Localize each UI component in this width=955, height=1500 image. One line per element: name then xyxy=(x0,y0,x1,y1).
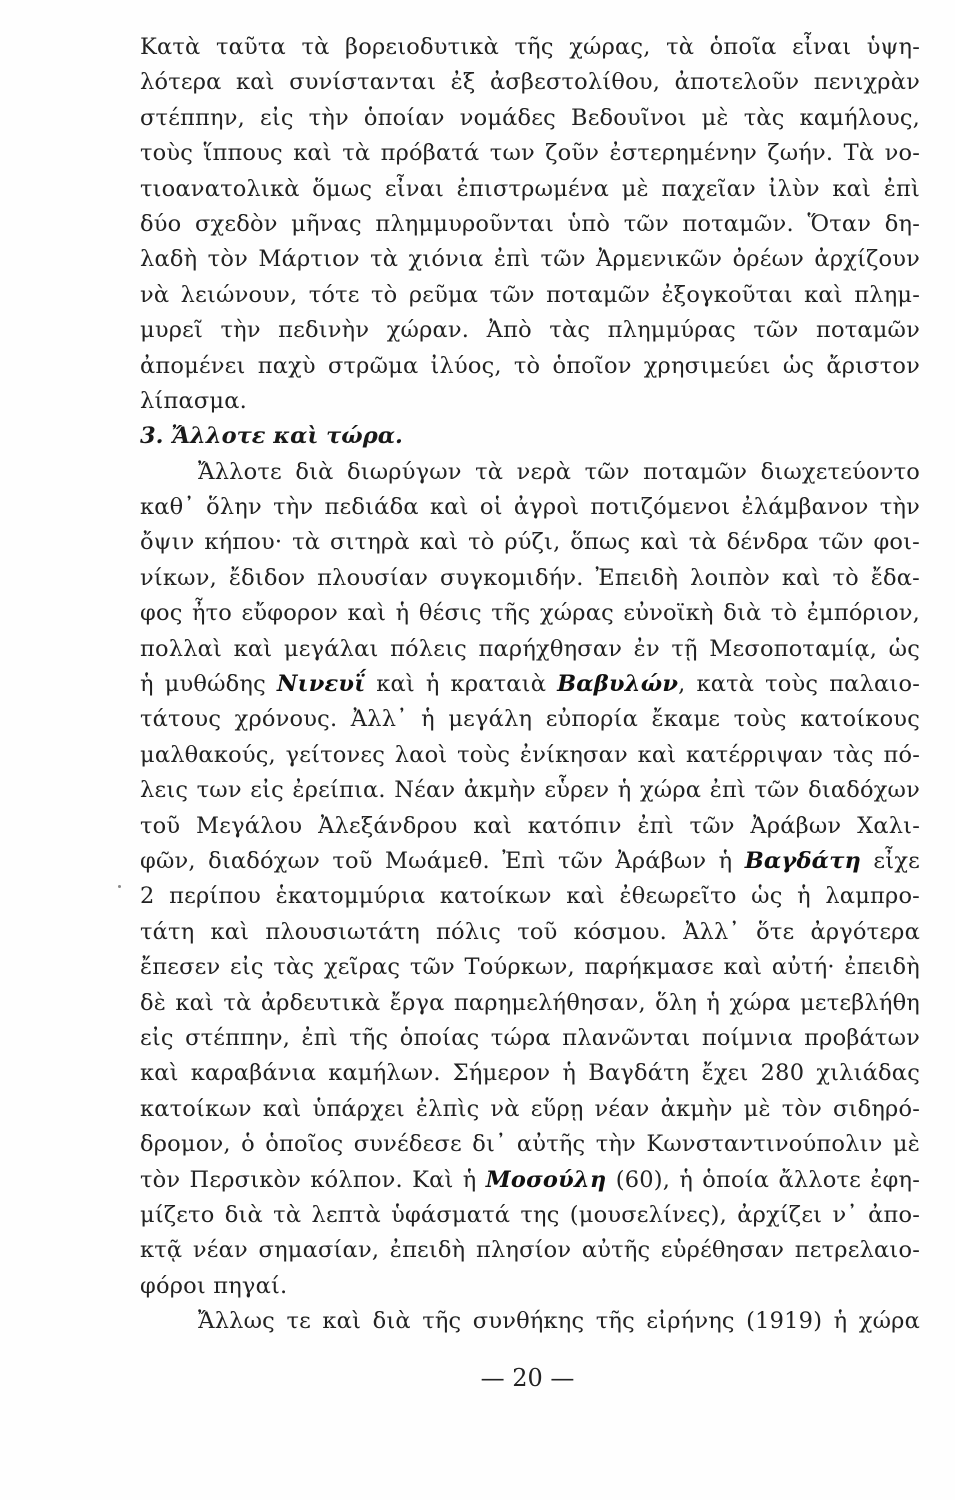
place-name-mosul: Μοσούλη xyxy=(485,1166,607,1193)
section-number: 3. xyxy=(140,423,164,450)
paragraph-line: καὶ καραβάνια καμήλων. Σήμερον ἡ Βαγδάτη ἔχει 280 χιλιάδας xyxy=(140,1060,920,1087)
paragraph-line: καθ᾽ ὅλην τὴν πεδιάδα καὶ οἱ ἀγροὶ ποτιζόμενοι ἐλάμβανον τὴν xyxy=(140,494,920,521)
text-line: λίπασμα. xyxy=(140,387,247,414)
text-line: τιοανατολικὰ ὅμως εἶναι ἐπιστρωμένα μὲ παχεῖαν ἰλὺν καὶ ἐπὶ xyxy=(140,175,920,202)
line-segment: (60), ἡ ὁποία ἄλλοτε ἐφη- xyxy=(606,1166,920,1193)
place-name-baghdad: Βαγδάτη xyxy=(744,847,862,874)
print-speck xyxy=(118,885,121,888)
line-segment: εἶχε xyxy=(861,847,921,874)
paragraph-line: φος ἦτο εὔφορον καὶ ἡ θέσις τῆς χώρας εὐνοϊκὴ διὰ τὸ ἐμπόριον, xyxy=(140,600,920,627)
line-segment: ἡ μυθώδης xyxy=(140,671,277,698)
text-line: τοὺς ἵππους καὶ τὰ πρόβατά των ζοῦν ἐστερημένην ζωήν. Τὰ νο- xyxy=(140,140,920,167)
text-line: νὰ λειώνουν, τότε τὸ ρεῦμα τῶν ποταμῶν ἐξογκοῦται καὶ πλημ- xyxy=(140,281,920,308)
paragraph-line: κατοίκων καὶ ὑπάρχει ἐλπὶς νὰ εὕρῃ νέαν ἀκμὴν μὲ τὸν σιδηρό- xyxy=(140,1095,920,1122)
paragraph-line: λεις των εἰς ἐρείπια. Νέαν ἀκμὴν εὗρεν ἡ χώρα ἐπὶ τῶν διαδόχων xyxy=(140,777,920,804)
line-segment: καὶ ἡ κραταιὰ xyxy=(365,671,558,698)
paragraph-line: νίκων, ἔδιδον πλουσίαν συγκομιδήν. Ἐπειδὴ λοιπὸν καὶ τὸ ἔδα- xyxy=(140,564,920,591)
page-number: — 20 — xyxy=(480,1364,575,1392)
paragraph-line: τάτη καὶ πλουσιωτάτη πόλις τοῦ κόσμου. Ἀλλ᾽ ὅτε ἀργότερα xyxy=(140,918,920,945)
text-line: στέππην, εἰς τὴν ὁποίαν νομάδες Βεδουῖνοι μὲ τὰς καμήλους, xyxy=(140,104,920,131)
paragraph-line: τάτους χρόνους. Ἀλλ᾽ ἡ μεγάλη εὐπορία ἔκαμε τοὺς κατοίκους xyxy=(140,706,920,733)
line-segment: , κατὰ τοὺς παλαιο- xyxy=(678,671,920,698)
paragraph-line xyxy=(140,844,920,879)
text-line: λότερα καὶ συνίστανται ἐξ ἀσβεστολίθου, ἀποτελοῦν πενιχρὰν xyxy=(140,69,920,96)
page-content xyxy=(140,30,920,1339)
paragraph-line: τοῦ Μεγάλου Ἀλεξάνδρου καὶ κατόπιν ἐπὶ τῶν Ἀράβων Χαλι- xyxy=(140,812,920,839)
place-name-nineveh: Νινευΐ xyxy=(276,671,366,698)
paragraph-line: ἔπεσεν εἰς τὰς χεῖρας τῶν Τούρκων, παρήκμασε καὶ αὐτή· ἐπειδὴ xyxy=(140,954,920,981)
text-line: ἀπομένει παχὺ στρῶμα ἰλύος, τὸ ὁποῖον χρησιμεύει ὡς ἄριστον xyxy=(140,352,920,379)
paragraph-line xyxy=(140,667,920,702)
paragraph-line: μαλθακούς, γείτονες λαοὶ τοὺς ἐνίκησαν καὶ κατέρριψαν τὰς πό- xyxy=(140,741,920,768)
text-line: δύο σχεδὸν μῆνας πλημμυροῦνται ὑπὸ τῶν ποταμῶν. Ὅταν δη- xyxy=(140,210,920,237)
paragraph-line: φόροι πηγαί. xyxy=(140,1272,288,1299)
text-line: μυρεῖ τὴν πεδινὴν χώραν. Ἀπὸ τὰς πλημμύρας τῶν ποταμῶν xyxy=(140,317,920,344)
paragraph-line: πολλαὶ καὶ μεγάλαι πόλεις παρήχθησαν ἐν τῇ Μεσοποταμίᾳ, ὡς xyxy=(140,635,920,662)
paragraph-line: ὄψιν κήπου· τὰ σιτηρὰ καὶ τὸ ρύζι, ὅπως καὶ τὰ δένδρα τῶν φοι- xyxy=(140,529,920,556)
line-segment: φῶν, διαδόχων τοῦ Μωάμεθ. Ἐπὶ τῶν Ἀράβων ἡ xyxy=(140,847,745,874)
paragraph-line xyxy=(140,1163,920,1198)
paragraph-line: Ἄλλως τε καὶ διὰ τῆς συνθήκης τῆς εἰρήνης (1919) ἡ χώρα xyxy=(198,1308,920,1335)
paragraph-line: 2 περίπου ἑκατομμύρια κατοίκων καὶ ἐθεωρεῖτο ὡς ἡ λαμπρο- xyxy=(140,883,920,910)
section-heading xyxy=(140,419,920,454)
paragraph-line: Ἄλλοτε διὰ διωρύγων τὰ νερὰ τῶν ποταμῶν διωχετεύοντο xyxy=(198,458,920,485)
text-line: Κατὰ ταῦτα τὰ βορειοδυτικὰ τῆς χώρας, τὰ ὁποῖα εἶναι ὑψη- xyxy=(140,34,920,60)
place-name-babylon: Βαβυλών xyxy=(557,671,679,698)
paragraph-line: μίζετο διὰ τὰ λεπτὰ ὑφάσματά της (μουσελίνες), ἀρχίζει ν᾽ ἀπο- xyxy=(140,1201,920,1228)
line-segment: τὸν Περσικὸν κόλπον. Καὶ ἡ xyxy=(140,1166,486,1193)
paragraph-line: δρομον, ὁ ὁποῖος συνέδεσε δι᾽ αὐτῆς τὴν Κωνσταντινούπολιν μὲ xyxy=(140,1131,920,1158)
paragraph-line: εἰς στέππην, ἐπὶ τῆς ὁποίας τώρα πλανῶνται ποίμνια προβάτων xyxy=(140,1024,920,1051)
section-title: Ἄλλοτε καὶ τώρα. xyxy=(171,423,403,450)
text-line: λαδὴ τὸν Μάρτιον τὰ χιόνια ἐπὶ τῶν Ἀρμενικῶν ὀρέων ἀρχίζουν xyxy=(140,246,920,273)
paragraph-line: δὲ καὶ τὰ ἀρδευτικὰ ἔργα παρημελήθησαν, ὅλη ἡ χώρα μετεβλήθη xyxy=(140,989,920,1016)
paragraph-line: κτᾷ νέαν σημασίαν, ἐπειδὴ πλησίον αὐτῆς εὑρέθησαν πετρελαιο- xyxy=(140,1237,920,1264)
